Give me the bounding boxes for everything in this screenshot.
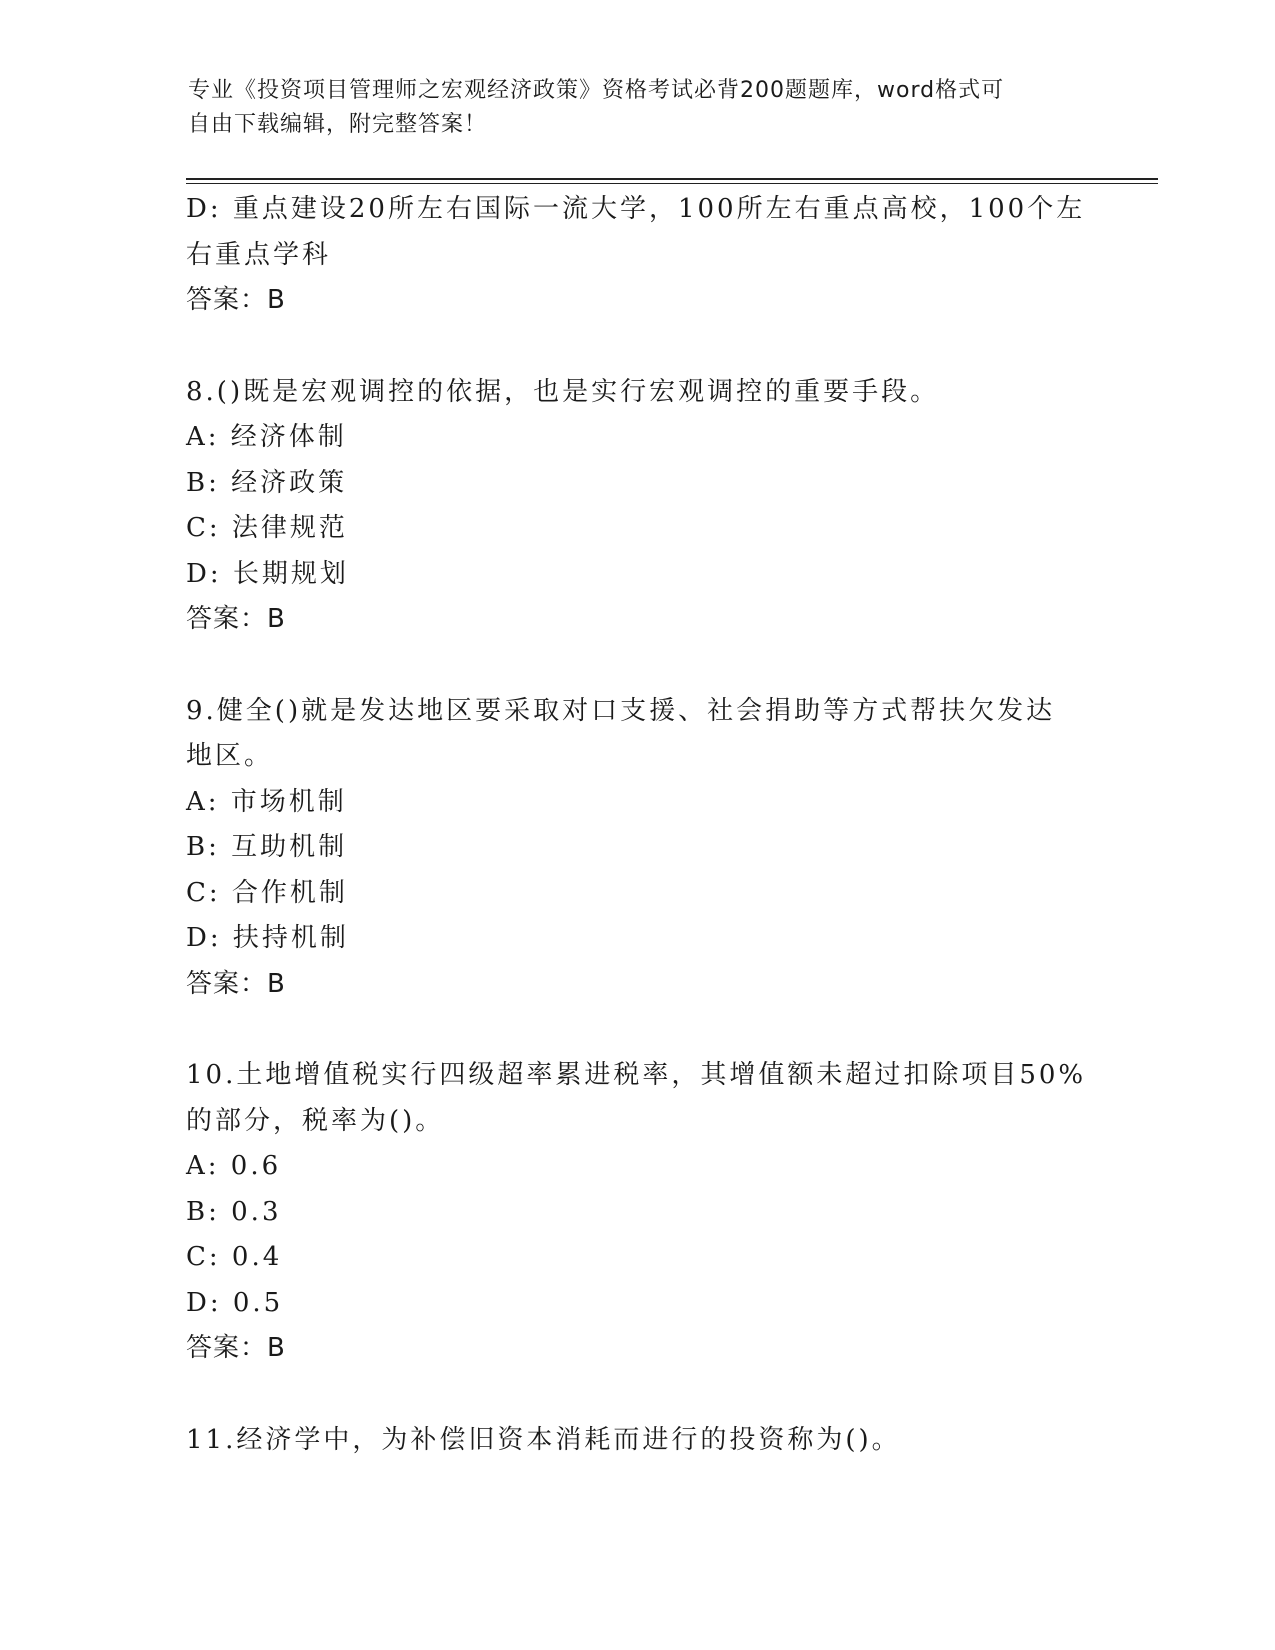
question-stem: 10.土地增值税实行四级超率累进税率，其增值额未超过扣除项目50% — [186, 1060, 1087, 1090]
question-9 — [186, 689, 1086, 1008]
question-stem: 9.健全()就是发达地区要采取对口支援、社会捐助等方式帮扶欠发达 — [186, 695, 1056, 726]
option-d: D: 扶持机制 — [186, 923, 349, 953]
option-b: B: 互助机制 — [186, 832, 348, 862]
option-a: A: 0.6 — [186, 1151, 282, 1181]
option-b: B: 0.3 — [186, 1196, 282, 1227]
question-stem-continued: 地区。 — [186, 741, 274, 771]
option-d: D: 长期规划 — [186, 558, 349, 589]
answer: 答案：B — [186, 1333, 286, 1363]
answer: 答案：B — [186, 604, 286, 634]
header-divider-thin — [186, 183, 1158, 184]
question-10 — [186, 1053, 1086, 1372]
option-c: C: 法律规范 — [186, 513, 348, 543]
question-11 — [186, 1418, 1086, 1464]
document-header — [188, 74, 1088, 142]
question-stem-continued: 的部分，税率为()。 — [186, 1105, 445, 1136]
answer: 答案：B — [186, 285, 286, 315]
question-7-continuation — [186, 187, 1086, 324]
option-b: B: 经济政策 — [186, 467, 348, 498]
header-title-line-2: 自由下载编辑，附完整答案！ — [188, 112, 488, 137]
header-divider-thick — [186, 178, 1158, 180]
answer: 答案：B — [186, 968, 286, 999]
option-a: A: 经济体制 — [186, 422, 347, 452]
option-a: A: 市场机制 — [186, 786, 347, 817]
header-title-line-1: 专业《投资项目管理师之宏观经济政策》资格考试必背200题题库，word格式可 — [188, 78, 1005, 103]
option-c: C: 0.4 — [186, 1242, 283, 1272]
question-list — [186, 187, 1086, 1463]
question-stem: 11.经济学中，为补偿旧资本消耗而进行的投资称为()。 — [186, 1424, 901, 1455]
option-c: C: 合作机制 — [186, 877, 348, 908]
option-d-continued: 右重点学科 — [186, 239, 332, 270]
option-d: D: 重点建设20所左右国际一流大学，100所左右重点高校，100个左 — [186, 194, 1086, 224]
question-stem: 8.()既是宏观调控的依据，也是实行宏观调控的重要手段。 — [186, 376, 940, 407]
option-d: D: 0.5 — [186, 1287, 284, 1318]
question-8 — [186, 370, 1086, 643]
